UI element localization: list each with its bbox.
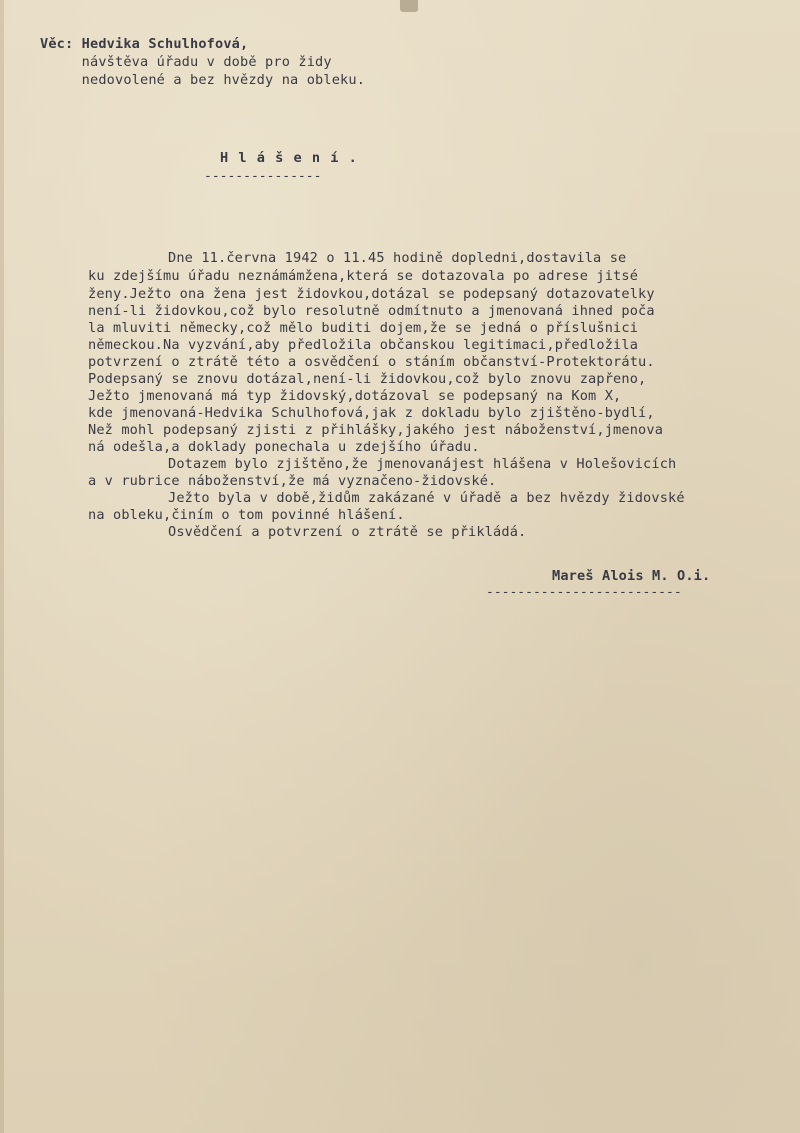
signature-name: Mareš Alois M. O.i. — [552, 568, 711, 584]
paper-notch — [400, 0, 418, 12]
body-line: na obleku,činím o tom povinné hlášení. — [88, 507, 405, 523]
left-edge-shadow — [0, 0, 4, 1133]
body-line: Podepsaný se znovu dotázal,není-li židovkou,což bylo znovu zapřeno, — [88, 371, 647, 387]
body-line: Dotazem bylo zjištěno,že jmenovanájest hlášena v Holešovicích — [168, 456, 677, 472]
body-line: ku zdejšímu úřadu neznámámžena,která se dotazovala po adrese jitsé — [88, 268, 639, 284]
body-line: není-li židovkou,což bylo resolutně odmítnuto a jmenovaná ihned poča — [88, 303, 655, 319]
body-line: Ježto byla v době,židům zakázané v úřadě a bez hvězdy židovské — [168, 490, 685, 506]
subject-line: Věc: Hedvika Schulhofová, — [40, 36, 249, 52]
body-line: Dne 11.června 1942 o 11.45 hodině dopledni,dostavila se — [168, 250, 627, 266]
body-line: ná odešla,a doklady ponechala u zdejšího úřadu. — [88, 439, 480, 455]
body-line: Osvědčení a potvrzení o ztrátě se přikládá. — [168, 524, 527, 540]
body-line: a v rubrice náboženství,že má vyznačeno-židovské. — [88, 473, 497, 489]
signature-underline: ------------------------- — [486, 585, 682, 600]
body-line: kde jmenovaná-Hedvika Schulhofová,jak z dokladu bylo zjištěno-bydlí, — [88, 405, 655, 421]
body-line: německou.Na vyzvání,aby předložila občanskou legitimaci,předložila — [88, 337, 639, 353]
subject-line: návštěva úřadu v době pro židy — [40, 54, 332, 70]
body-line: ženy.Ježto ona žena jest židovkou,dotázal se podepsaný dotazovatelky — [88, 286, 655, 302]
body-line: potvrzení o ztrátě této a osvědčení o stáním občanství-Protektorátu. — [88, 354, 655, 370]
body-line: la mluviti německy,což mělo buditi dojem,že se jedná o příslušnici — [88, 320, 639, 336]
title-underline: --------------- — [204, 169, 322, 184]
subject-line: nedovolené a bez hvězdy na obleku. — [40, 72, 366, 88]
body-line: Než mohl podepsaný zjisti z přihlášky,jakého jest náboženství,jmenova — [88, 422, 664, 438]
report-title: H l á š e n í . — [220, 150, 358, 166]
body-line: Ježto jmenovaná má typ židovský,dotázoval se podepsaný na Kom X, — [88, 388, 622, 404]
